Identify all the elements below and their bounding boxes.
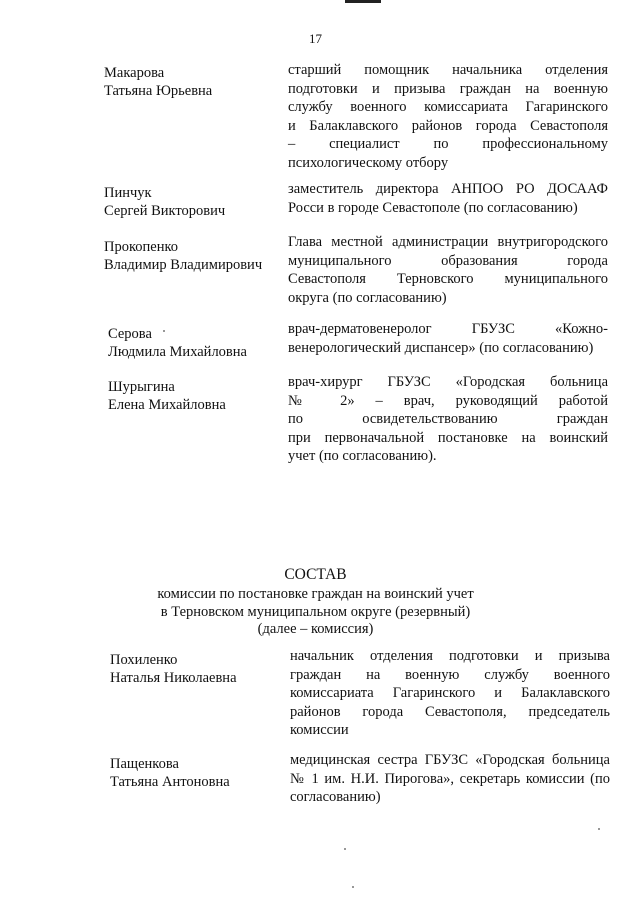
member-surname: Похиленко [110, 652, 178, 668]
position-line: начальник отделения подготовки и призыва [290, 648, 610, 664]
member-name-pashchenkova [110, 755, 230, 791]
member-given-names: Наталья Николаевна [110, 670, 237, 686]
position-line: заместитель директора АНПОО РО ДОСААФ [288, 181, 608, 197]
scan-speck [163, 330, 165, 332]
member-position-pinchuk [288, 180, 608, 217]
subtitle-line: в Терновском муниципальном округе (резервный) [160, 603, 471, 620]
position-line: граждан на военную службу военного [290, 666, 610, 683]
position-line: Росси в городе Севастополе (по согласованию) [288, 199, 578, 216]
member-surname: Макарова [104, 65, 165, 81]
scan-speck [344, 848, 346, 850]
member-name-makarova [104, 64, 212, 100]
member-position-shurygina [288, 373, 608, 466]
member-surname: Пащенкова [110, 756, 179, 772]
position-line: подготовки и призыва граждан на военную [288, 80, 608, 97]
position-line: и Балаклавского районов города Севастополя [288, 117, 608, 134]
member-name-shurygina [108, 378, 226, 414]
member-position-pashchenkova [290, 751, 610, 807]
member-given-names: Татьяна Антоновна [110, 774, 230, 790]
member-given-names: Елена Михайловна [108, 397, 226, 413]
position-line: психологическому отбору [288, 154, 449, 171]
page-number: 17 [309, 31, 322, 46]
member-surname: Серова [108, 326, 152, 342]
member-name-prokopenko [104, 238, 262, 274]
member-name-pokhilenko [110, 651, 237, 687]
subtitle-line: (далее – комиссия) [257, 621, 374, 637]
position-line: районов города Севастополя, председатель [290, 703, 610, 720]
member-given-names: Людмила Михайловна [108, 344, 247, 360]
position-line: № 1 им. Н.И. Пирогова», секретарь комиссии (по [290, 770, 610, 787]
position-line: венерологический диспансер» (по согласованию) [288, 339, 594, 356]
position-line: согласованию) [290, 789, 381, 806]
member-given-names: Татьяна Юрьевна [104, 83, 213, 99]
member-name-pinchuk [104, 184, 225, 220]
position-line: медицинская сестра ГБУЗС «Городская больница [290, 752, 610, 768]
position-line: муниципального образования города [288, 252, 608, 269]
position-line: старший помощник начальника отделения [288, 62, 608, 78]
position-line: Севастополя Терновского муниципального [288, 271, 608, 288]
member-position-serova [288, 320, 608, 357]
position-line: службу военного комиссариата Гагаринского [288, 99, 608, 116]
position-line: по освидетельствованию граждан [288, 411, 608, 428]
subtitle-line: комиссии по постановке граждан на воинский учет [157, 586, 474, 602]
position-line: учет (по согласованию). [288, 448, 437, 465]
position-line: комиссии [290, 722, 349, 739]
member-surname: Пинчук [104, 185, 152, 201]
member-surname: Шурыгина [108, 379, 175, 395]
position-line: округа (по согласованию) [288, 289, 447, 306]
position-line: комиссариата Гагаринского и Балаклавского [290, 685, 610, 702]
position-line: врач-дерматовенеролог ГБУЗС «Кожно- [288, 321, 608, 337]
member-name-serova [108, 325, 247, 361]
member-position-pokhilenko [290, 647, 610, 740]
section-subtitle [0, 586, 631, 639]
member-given-names: Владимир Владимирович [104, 257, 263, 273]
position-line: № 2» – врач, руководящий работой [288, 392, 608, 409]
position-line: Глава местной администрации внутригородского [288, 234, 608, 250]
member-surname: Прокопенко [104, 239, 179, 255]
position-line: при первоначальной постановке на воинский [288, 429, 608, 446]
position-line: – специалист по профессиональному [288, 136, 608, 153]
member-given-names: Сергей Викторович [104, 203, 226, 219]
top-edge-mark [345, 0, 381, 3]
member-position-prokopenko [288, 233, 608, 307]
member-position-makarova [288, 61, 608, 173]
section-title: СОСТАВ [284, 566, 347, 583]
scan-speck [352, 886, 354, 888]
scan-speck [598, 828, 600, 830]
position-line: врач-хирург ГБУЗС «Городская больница [288, 374, 608, 390]
